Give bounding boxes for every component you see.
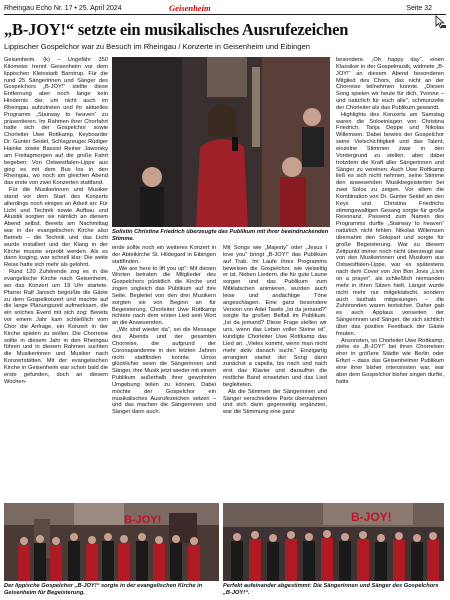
header-page-number: Seite 32 (406, 5, 432, 12)
paragraph: ende sollte noch ein weiteres Konzert in der Abteikirche St. Hildegard in Eibingen stattfinden. (112, 245, 216, 265)
caption-choir-church: Der lippische Gospelchor „B-JOY!“ sorgte in der evangelischen Kirche in Geisenheim für Begeisterung. (4, 583, 203, 596)
paragraph: Als die Stimmen der Sängerinnen und Sänger verschiedene Parts übernahmen und sich darin gegenseitig ergänzten, war die Stimmung eine ganz (223, 388, 327, 416)
banner-text: B-JOY! (351, 510, 392, 524)
article-column-2 (112, 245, 216, 501)
article-column-4 (336, 57, 444, 501)
paragraph: Für die Musikerinnen und Musiker stand vor dem Start des Konzerts allerdings noch einiges an Arbeit an: Für Licht und Technik sowie Aufbau und Akustik sorgten sie nämlich an diesem Abend selbst. Bereits am Nachmittag war in der evangelischen Kirche also Betrieb – die Technik und das Licht wurde installiert und der Klang in der Kirche musste erprobt werden. Als es dann losging, war schnell klar: Die weite Reise hatte sich mehr als gelohnt. (4, 187, 108, 269)
paragraph: „We are here to lift you up“: Mit diesen Worten betraten die Mitglieder des Gospelchors pünktlich die Kirche und zogen sogleich das Publikum auf ihre Seite. Begleitet von den drei Musikern sorgten sie von Beginn an für Begeisterung. Chorleiter Uwe Rottkamp richtete nach dem ersten Lied sein Wort an die Anwesenden. (112, 265, 216, 327)
photo-choir-church (4, 503, 219, 581)
paragraph: Mit Songs wie „Majesty“ oder „Jesus I love you“ bringt „B-JOY!“ das Publikum auf Trab. Im Laufe ihres Programms beweisen die Gospelchor, wie vielseitig er ist. Neben Liedern, die für gute Laune sorgen und das Publikum zum Mitklatschen animieren, wurden auch leise und andächtige Töne angeschlagen. Eine ganz besondere Version von Adel Tawils „Ist da jemand?“ sorgte für großen Beifall im Publikum. „Ist da jemand? Diese Frage stellen wir uns, wenn das Leben voller Steine ist“, kündigte Chorleiter Uwe Rottkamp das Lied an. „Vieles kommt, wenn man nicht mehr aktiv danach sucht.“ Einzigartig arrangiert startet der Song dann zunächst a capella, bis nach und nach erst das Klavier und daraufhin die restliche Band einsetzten und das Lied begleiteten. (223, 245, 327, 388)
paragraph: Rund 120 Zuhörende zog es in die evangelische Kirche nach Geisenheim, wo das Konzert um 19 Uhr startete. Pfarrer Ralf Janisch begrüßte die Gäste zu dem Gospelkonzert und machte auf die lange Planungszeit aufmerksam, die ein solches Event mit sich zog: Bereits vor einem Jahr kam schließlich vom Chor die Anfrage, ein Konzert in der Kirche spielen zu wollen. Die Chorreise sollte in diesem Jahr in den Rheingau führen und in diesem Rahmen suchten die Musikerinnen und Musiker nach Konzertstätten. Mit der evangelischen Kirche in Geisenheim war schon bald die erste gefunden, doch an diesem Wochen- (4, 269, 108, 385)
caption-soloist: Solistin Christina Friedrich überzeugte das Publikum mit ihrer beeindruckenden Stimme. (112, 229, 329, 242)
article-headline: „B-JOY!“ setzte ein musikalisches Ausrufezeichen (4, 20, 349, 39)
page-header (4, 3, 446, 15)
header-issue: Rheingau Echo Nr. 17 • 25. April 2024 (4, 5, 122, 12)
header-section: Geisenheim (169, 3, 211, 13)
article-column-3 (223, 245, 327, 501)
photo-soloist (112, 57, 330, 227)
photo-choir-singers (223, 503, 444, 581)
caption-choir-singers: Perfekt aufeinander abgestimmt: Die Sängerinnen und Sänger des Gospelchors „B-JOY!“. (223, 583, 439, 596)
paragraph: Ansonsten, so Chorleiter Uwe Rottkamp, ziehe es „B-JOY!“ bei ihren Chorreisen eher in größere Städte wie Berlin oder Erfurt – dass das Geisenheimer Publikum eine ihrer bisher intensivsten war, war aber dem Gospelchor bisher singen durfte, hatte (336, 337, 444, 385)
paragraph: Highlights des Konzerts am Samstag waren die Soloeinlagen von Christina Friedrich, Tanja Deppe und Nikolas Willemsen. Dabei bewies der Gospelchor seine Vielschichtigkeit und das Talent, einzelne Stimmen zwar in den Vordergrund zu stellen, aber dabei trotzdem die Kraft aller Sängerinnen und Sänger zu vereinen. Auch Uwe Rottkamp ließ es sich nicht nehmen, seine Stimme den anwesenden Musikbegeisterten bei zwei Solos zu zeigen. Vor allem die Kombination von Dr. Gunter Seidel an den Keys und Christina Friedrichs stimmgewaltigen Gesang sorgte für große Resonanz. Passend zum Namen des Programms durfte „Stairway to heaven“ natürlich nicht fehlen. Nikolas Willemsen übernahm den Solopart und sorgte für große Begeisterung. War zu diesem Zeitpunkt immer noch nicht überzeugt war von den Musikerinnen und Musikern aus Ostwestfalen-Lippe, war es spätestens nach dem Cover von Jon Bon Jovis „Livin on a prayer“, als schließlich niemanden mehr in ihren Sitzen hielt. Längst wurde nicht mehr nur mitgeklatscht, sondern auch lauthals mitgesungen – die Zuhörenden waren textsicher. Daher gab es auch Applaus vonseiten der Sängerinnen und Sänger, die sich sichtlich über das positive Feedback der Gäste freuten. (336, 111, 444, 337)
paragraph: „Wir sind wieder da“, sei die Message des Abends und der gesamten Chorreise, die aufgrund der Coronapandemie in den letzten Jahren nicht stattfinden konnte. Umso glücklicher seien die Sängerinnen und Sänger, ihre Musik jetzt wieder mit einem Publikum außerhalb ihrer gewohnten Umgebung teilen zu können. Dabei möchte der Gospelchor ein musikalisches Ausrufezeichen setzen – und das machen die Sängerinnen und Sänger dann auch. (112, 327, 216, 416)
paragraph: besondere. „Oh happy day“, einen Klassiker in der Gospelmusik, widmete „B-JOY!“ an diesem Abend besonderen Mitglied des Chors, das nicht an der Chorreise teilnehmen konnte. „Diesen Song spielen wir heute für dich, Yvonne – und natürlich für euch alle“, schmunzelte der Chorleiter als das Publikum gewandt. (336, 57, 444, 111)
article-column-1 (4, 57, 108, 501)
banner-text: B-JOY! (124, 514, 162, 526)
cursor-arrow-icon (435, 15, 447, 29)
article-subline: Lippischer Gospelchor war zu Besuch im Rheingau / Konzerte in Geisenheim und Eibingen (4, 42, 311, 51)
paragraph: Geisenheim. (k) – Ungefähr 350 Kilometer trennt Geisenheim vor dem lippischen Kleinstadt Barntrup. Für die rund 25 Sängerinnen und Sänger des Gospelchors „B-JOY!“ stellte diese Entfernung aber noch lange kein Hindernis dar, um nicht auch im Rheingau aufzutreten und ihr aktuelles Programm „Stairway to heaven“ zu präsentieren. Im Rahmen ihrer Chorfahrt hatte sich der Gospelchor sowie Chorleiter Uwe Rottkamp, Keyboarder Dr. Gunter Seidel, Schlagzeuger Rüdiger Hainke sowie Bassist Reiner Jaworsky am Freitagmorgen auf die große Fahrt begeben: Von Ostwestfalen-Lippe aus ging es mit dem Bus los in den Rheingau, wo noch am gleichen Abend das erste von zwei Konzerten stattfand. (4, 57, 108, 187)
